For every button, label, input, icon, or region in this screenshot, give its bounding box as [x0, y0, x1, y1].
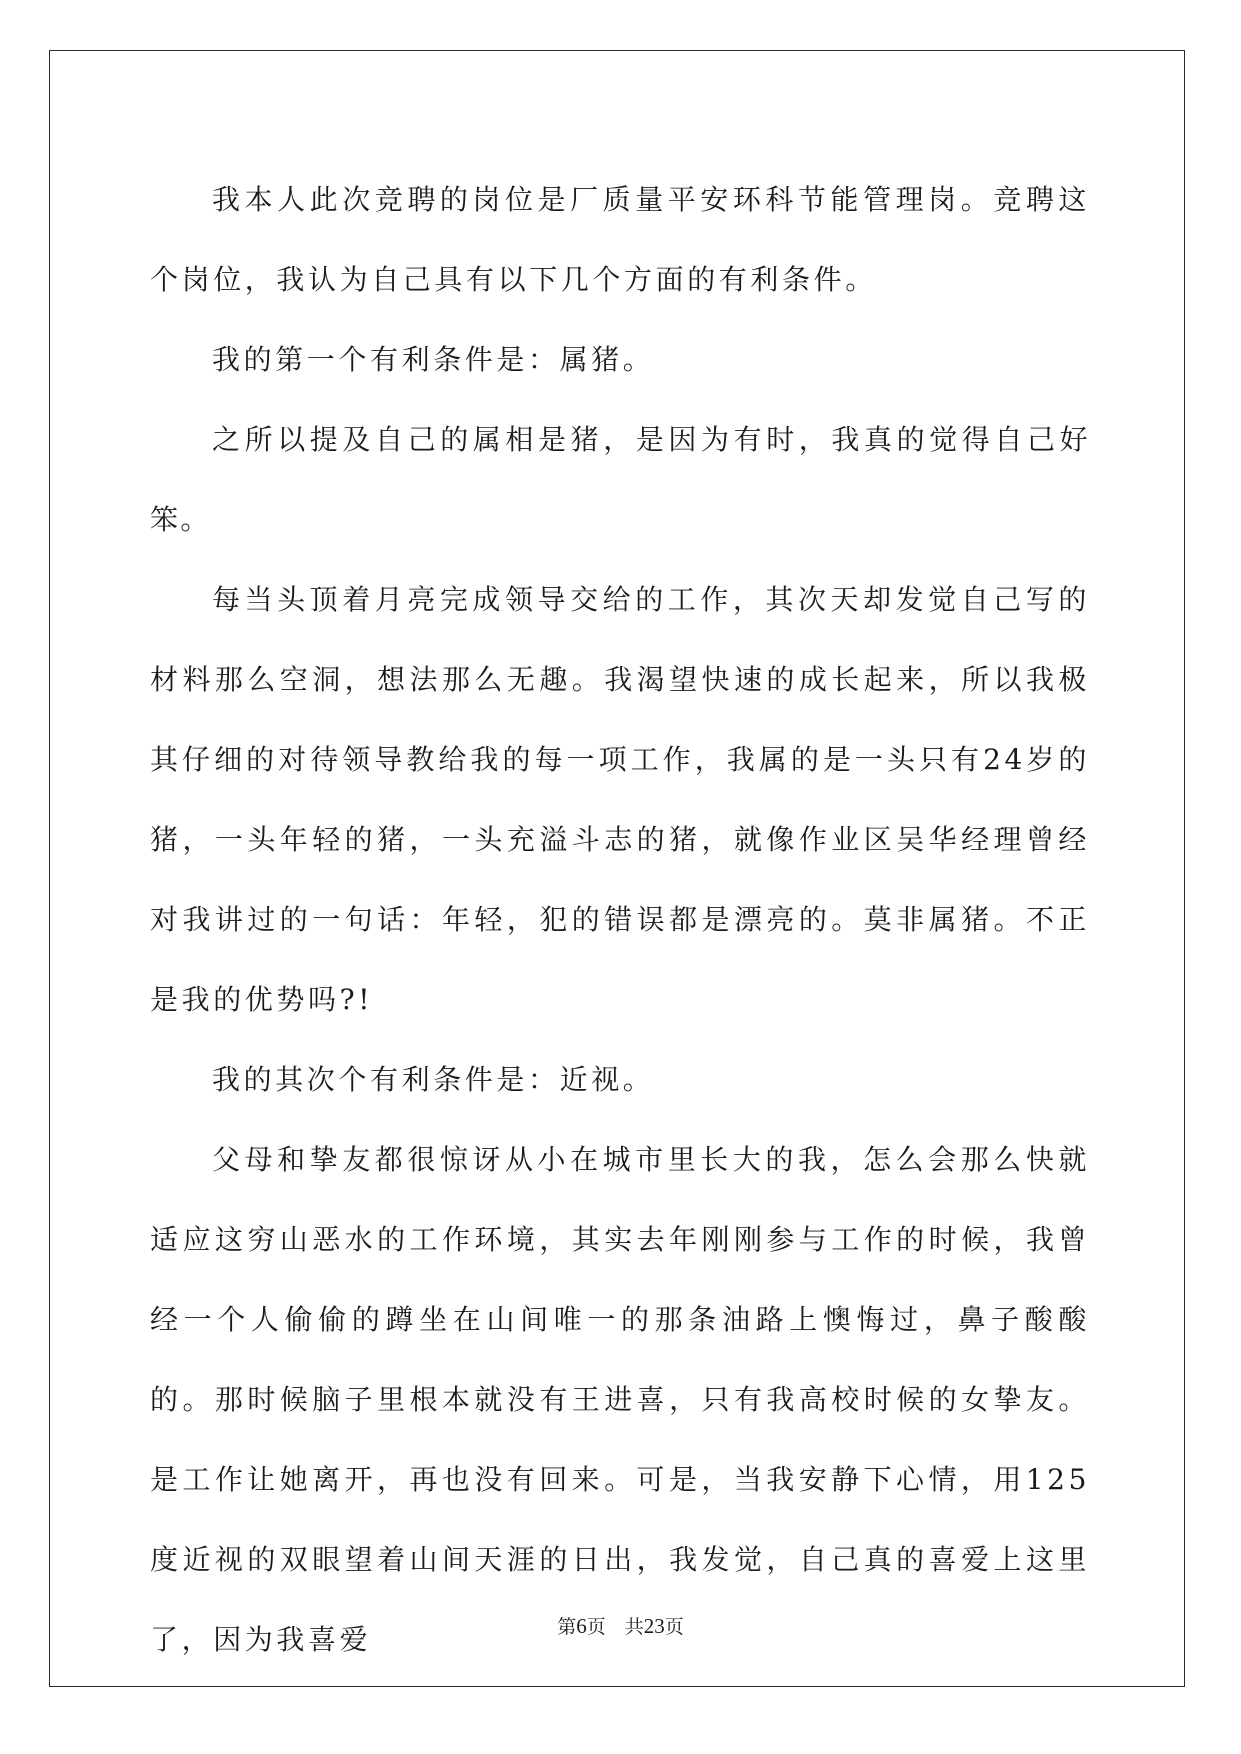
- paragraph-myopia-story: 父母和挚友都很惊讶从小在城市里长大的我，怎么会那么快就适应这穷山恶水的工作环境，其实去年刚刚参与工作的时候，我曾经一个人偷偷的蹲坐在山间唯一的那条油路上懊悔过，鼻子酸酸的。那时候脑子里根本就没有王进喜，只有我高校时候的女挚友。是工作让她离开，再也没有回来。可是，当我安静下心情，用125度近视的双眼望着山间天涯的日出，我发觉，自己真的喜爱上这里了，因为我喜爱: [150, 1143, 1090, 1656]
- footer-current-page: 6: [576, 1614, 587, 1638]
- paragraph-zodiac-story: 每当头顶着月亮完成领导交给的工作，其次天却发觉自己写的材料那么空洞，想法那么无趣。我渴望快速的成长起来，所以我极其仔细的对待领导教给我的每一项工作，我属的是一头只有24岁的猪，一头年轻的猪，一头充溢斗志的猪，就像作业区吴华经理曾经对我讲过的一句话：年轻，犯的错误都是漂亮的。莫非属猪。不正是我的优势吗?!: [150, 583, 1090, 1016]
- document-body: [150, 160, 1090, 1680]
- paragraph-zodiac-reason: 之所以提及自己的属相是猪，是因为有时，我真的觉得自己好笨。: [150, 423, 1090, 536]
- paragraph-position-intro: 我本人此次竞聘的岗位是厂质量平安环科节能管理岗。竞聘这个岗位，我认为自己具有以下几个方面的有利条件。: [150, 183, 1090, 296]
- page-footer: [0, 1612, 1241, 1639]
- footer-total-pages: 23: [643, 1614, 665, 1638]
- footer-suffix: 页: [664, 1616, 684, 1638]
- paragraph-first-advantage-heading: 我的第一个有利条件是：属猪。: [212, 343, 655, 376]
- footer-middle: 页 共: [586, 1616, 644, 1638]
- paragraph-second-advantage-heading: 我的其次个有利条件是：近视。: [212, 1063, 655, 1096]
- footer-prefix: 第: [557, 1616, 577, 1638]
